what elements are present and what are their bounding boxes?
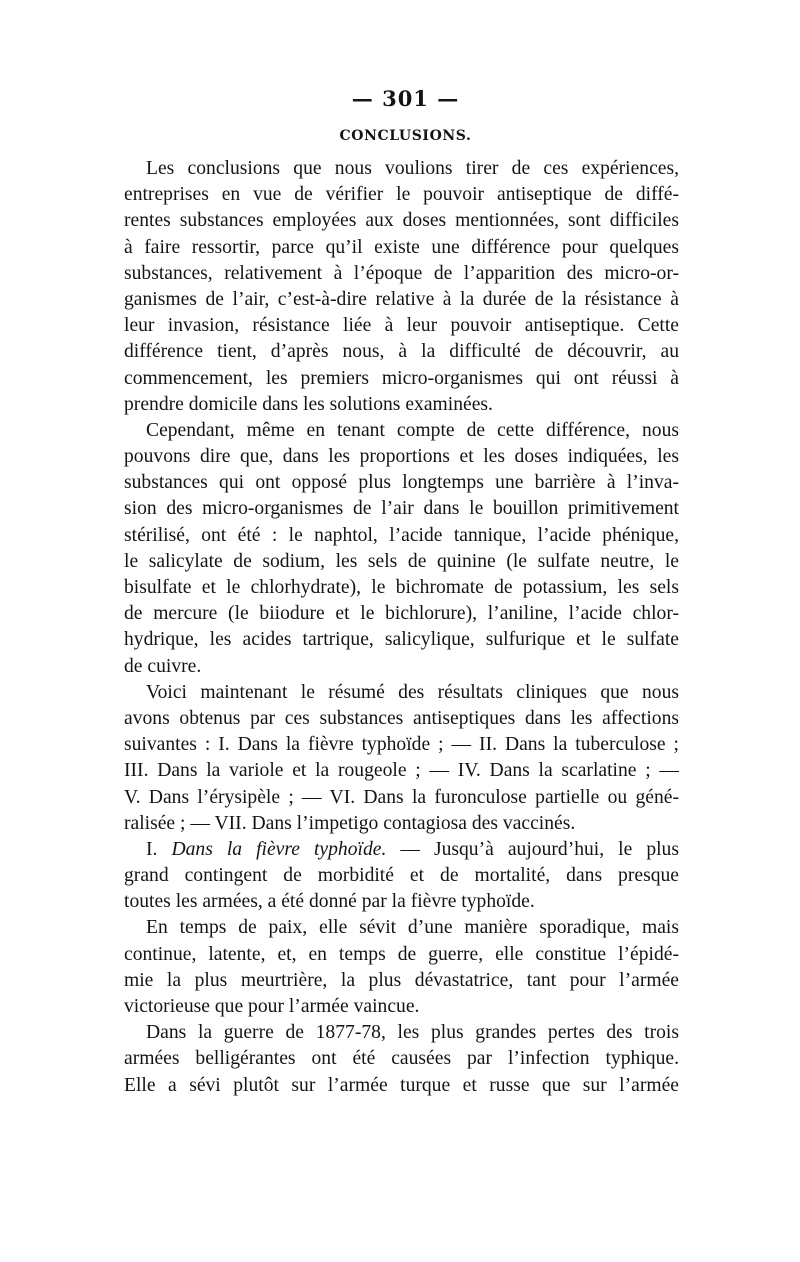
text-line: prendre domicile dans les solutions examinées. [124,393,493,415]
text-line: stérilisé, ont été : le naphtol, l’acide tannique, l’acide phénique, [124,524,679,546]
text-line: armées belligérantes ont été causées par l’infection typhique. [124,1048,679,1070]
text-line: suivantes : I. Dans la fièvre typhoïde ; — II. Dans la tuberculose ; [124,734,679,756]
paragraph-war-1877 [124,1020,679,1099]
text-line [124,837,679,863]
paragraph-substances [124,418,679,680]
text-line: victorieuse que pour l’armée vaincue. [124,996,420,1017]
text-line: sion des micro-organismes de l’air dans le bouillon primitivement [124,498,679,520]
text-line: ralisée ; — VII. Dans l’impetigo contagiosa des vaccinés. [124,812,576,834]
text-line: substances qui ont opposé plus longtemps une barrière à l’inva- [124,472,679,494]
italic-subheading: Dans la fièvre typhoïde. [171,838,387,860]
page-number: — 301 — [351,86,460,111]
paragraph-peace-war [124,915,679,1020]
text-line: différence tient, d’après nous, à la difficulté de découvrir, au [124,341,679,363]
paragraph-typhoid-fever [124,837,679,916]
text-run: — Jusqu’à aujourd’hui, le plus [386,838,679,860]
text-line: commencement, les premiers micro-organismes qui ont réussi à [124,367,679,389]
section-number: I. [146,838,158,860]
text-line: avons obtenus par ces substances antiseptiques dans les affections [124,707,679,729]
section-title: CONCLUSIONS. [339,128,472,144]
text-line: Dans la guerre de 1877-78, les plus grandes pertes des trois [146,1022,679,1044]
text-line: mie la plus meurtrière, la plus dévastatrice, tant pour l’armée [124,969,679,991]
text-line: pouvons dire que, dans les proportions et les doses indiquées, les [124,446,679,468]
text-line: substances, relativement à l’époque de l’apparition des micro-or- [124,262,679,284]
text-line: entreprises en vue de vérifier le pouvoir antiseptique de diffé- [124,184,679,206]
text-line: hydrique, les acides tartrique, salicylique, sulfurique et le sulfate [124,629,679,651]
text-line: leur invasion, résistance liée à leur pouvoir antiseptique. Cette [124,315,679,337]
text-line: Voici maintenant le résumé des résultats cliniques que nous [146,681,679,703]
text-line: Elle a sévi plutôt sur l’armée turque et russe que sur l’armée [124,1074,679,1096]
text-line: Cependant, même en tenant compte de cette différence, nous [146,419,679,441]
text-line: V. Dans l’érysipèle ; — VI. Dans la furonculose partielle ou géné- [124,786,679,808]
paragraph-clinical-summary [124,680,679,837]
text-line: bisulfate et le chlorhydrate), le bichromate de potassium, les sels [124,577,679,598]
text-line: rentes substances employées aux doses mentionnées, sont difficiles [124,210,679,232]
text-line: continue, latente, et, en temps de guerre, elle constitue l’épidé- [124,943,679,965]
text-line: III. Dans la variole et la rougeole ; — IV. Dans la scarlatine ; — [124,760,679,782]
text-line: grand contingent de morbidité et de mortalité, dans presque [124,865,679,887]
paragraph-conclusions-intro [124,156,679,418]
text-line: le salicylate de sodium, les sels de quinine (le sulfate neutre, le [124,550,679,572]
text-line: de mercure (le biiodure et le bichlorure), l’aniline, l’acide chlor- [124,603,679,625]
text-line: toutes les armées, a été donné par la fièvre typhoïde. [124,891,535,913]
book-page [124,86,679,1099]
text-line: à faire ressortir, parce qu’il existe une différence pour quelques [124,236,679,258]
text-line: de cuivre. [124,655,202,677]
text-line: ganismes de l’air, c’est-à-dire relative à la durée de la résistance à [124,288,679,310]
text-line: Les conclusions que nous voulions tirer de ces expériences, [146,158,679,179]
text-line: En temps de paix, elle sévit d’une manière sporadique, mais [146,917,679,939]
